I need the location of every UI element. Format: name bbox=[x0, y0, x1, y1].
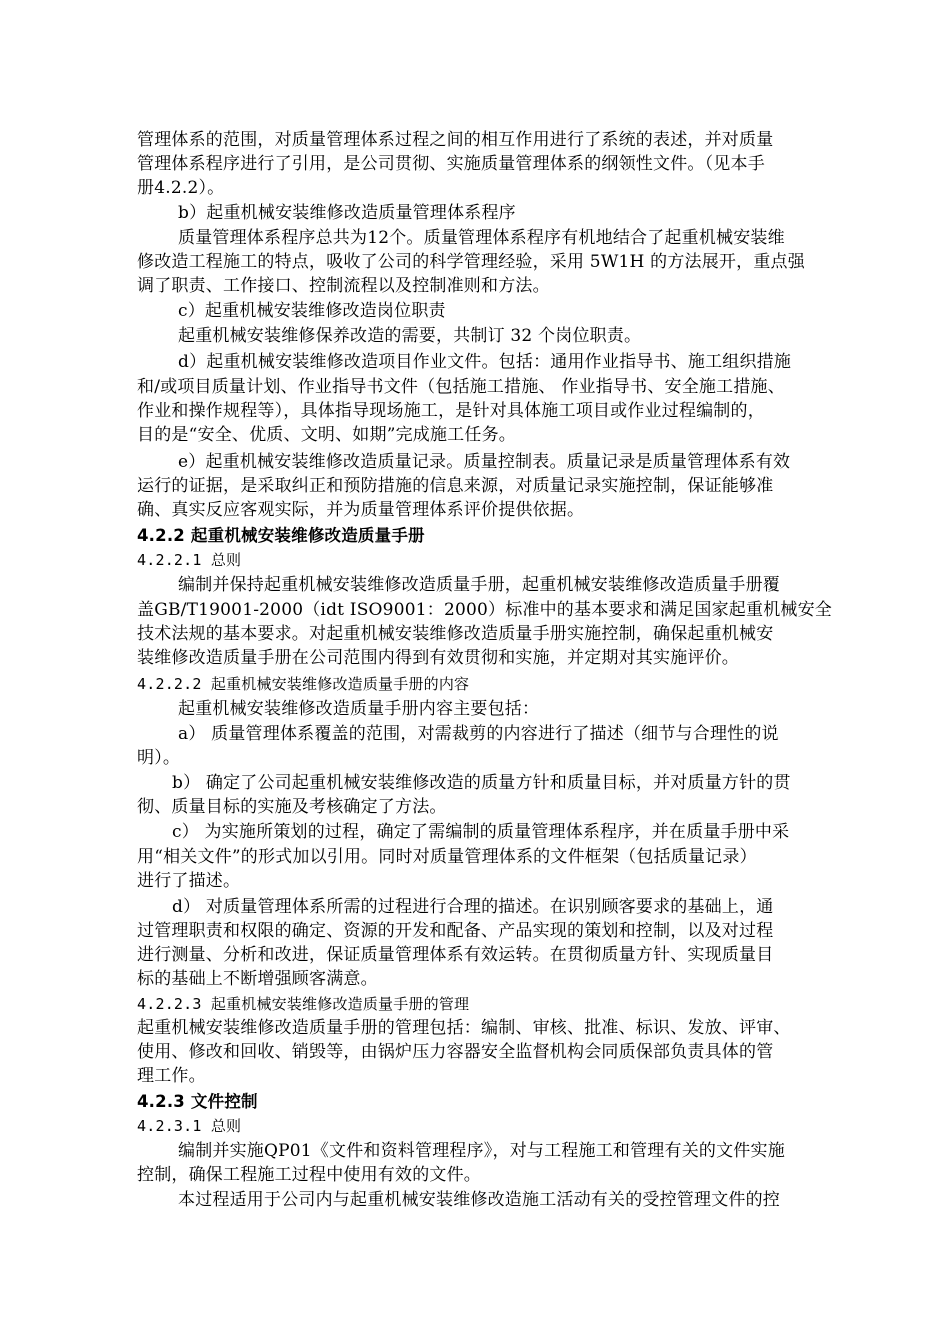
item-heading-c: c）起重机械安装维修改造岗位职责 bbox=[178, 301, 446, 321]
body-text-line: 进行了描述。 bbox=[137, 871, 241, 891]
list-item-a: a） 质量管理体系覆盖的范围，对需裁剪的内容进行了描述（细节与合理性的说 bbox=[178, 724, 779, 744]
body-text-line: 使用、修改和回收、销毁等，由锅炉压力容器安全监督机构会同质保部负责具体的管 bbox=[137, 1042, 774, 1062]
body-text-line: 编制并实施QP01《文件和资料管理程序》，对与工程施工和管理有关的文件实施 bbox=[178, 1141, 785, 1161]
body-text-line: 目的是“安全、优质、文明、如期”完成施工任务。 bbox=[137, 425, 516, 445]
body-text-line: 起重机械安装维修改造质量手册内容主要包括： bbox=[178, 699, 540, 719]
body-text-line: 控制，确保工程施工过程中使用有效的文件。 bbox=[137, 1165, 481, 1185]
body-text-line: 本过程适用于公司内与起重机械安装维修改造施工活动有关的受控管理文件的控 bbox=[178, 1190, 780, 1210]
body-text-line: 运行的证据，是采取纠正和预防措施的信息来源，对质量记录实施控制，保证能够准 bbox=[137, 476, 774, 496]
body-text-line: 确、真实反应客观实际，并为质量管理体系评价提供依据。 bbox=[137, 500, 585, 520]
body-text-line: 起重机械安装维修改造质量手册的管理包括：编制、审核、批准、标识、发放、评审、 bbox=[137, 1018, 791, 1038]
body-text-line: 明）。 bbox=[137, 748, 181, 768]
body-text-line: 标的基础上不断增强顾客满意。 bbox=[137, 969, 378, 989]
list-item-b: b） 确定了公司起重机械安装维修改造的质量方针和质量目标，并对质量方针的贯 bbox=[172, 773, 791, 793]
subsection-heading-4-2-3-1: 4.2.3.1 总则 bbox=[137, 1117, 242, 1135]
subsection-heading-4-2-2-2: 4.2.2.2 起重机械安装维修改造质量手册的内容 bbox=[137, 675, 470, 693]
body-text-line: 修改造工程施工的特点，吸收了公司的科学管理经验，采用 5W1H 的方法展开，重点强 bbox=[137, 252, 805, 272]
list-item-d: d） 对质量管理体系所需的过程进行合理的描述。在识别顾客要求的基础上，通 bbox=[172, 897, 774, 917]
body-text-line: 彻、质量目标的实施及考核确定了方法。 bbox=[137, 797, 447, 817]
section-heading-4-2-3: 4.2.3 文件控制 bbox=[137, 1092, 258, 1111]
body-text-line: 装维修改造质量手册在公司范围内得到有效贯彻和实施，并定期对其实施评价。 bbox=[137, 648, 739, 668]
body-text-line: 册4.2.2）。 bbox=[137, 178, 225, 198]
body-text-line: 质量管理体系程序总共为12个。质量管理体系程序有机地结合了起重机械安装维 bbox=[178, 228, 785, 248]
subsection-heading-4-2-2-3: 4.2.2.3 起重机械安装维修改造质量手册的管理 bbox=[137, 995, 470, 1013]
item-heading-b: b）起重机械安装维修改造质量管理体系程序 bbox=[178, 203, 516, 223]
list-item-c: c） 为实施所策划的过程，确定了需编制的质量管理体系程序，并在质量手册中采 bbox=[172, 822, 790, 842]
item-heading-e: e）起重机械安装维修改造质量记录。质量控制表。质量记录是质量管理体系有效 bbox=[178, 452, 791, 472]
body-text-line: 编制并保持起重机械安装维修改造质量手册，起重机械安装维修改造质量手册覆 bbox=[178, 575, 780, 595]
body-text-line: 用“相关文件”的形式加以引用。同时对质量管理体系的文件框架（包括质量记录） bbox=[137, 847, 757, 867]
body-text-line: 进行测量、分析和改进，保证质量管理体系有效运转。在贯彻质量方针、实现质量目 bbox=[137, 945, 774, 965]
body-text-line: 作业和操作规程等），具体指导现场施工，是针对具体施工项目或作业过程编制的， bbox=[137, 401, 765, 421]
section-heading-4-2-2: 4.2.2 起重机械安装维修改造质量手册 bbox=[137, 526, 425, 545]
body-text-line: 理工作。 bbox=[137, 1066, 206, 1086]
body-text-line: 起重机械安装维修保养改造的需要，共制订 32 个岗位职责。 bbox=[178, 326, 642, 346]
body-text-line: 调了职责、工作接口、控制流程以及控制准则和方法。 bbox=[137, 276, 550, 296]
body-text-line: 和/或项目质量计划、作业指导书文件（包括施工措施、 作业指导书、安全施工措施、 bbox=[137, 377, 785, 397]
body-text-line: 管理体系的范围，对质量管理体系过程之间的相互作用进行了系统的表述，并对质量 bbox=[137, 130, 774, 150]
item-heading-d: d）起重机械安装维修改造项目作业文件。包括：通用作业指导书、施工组织措施 bbox=[178, 352, 792, 372]
body-text-line: 技术法规的基本要求。对起重机械安装维修改造质量手册实施控制，确保起重机械安 bbox=[137, 624, 774, 644]
subsection-heading-4-2-2-1: 4.2.2.1 总则 bbox=[137, 551, 242, 569]
body-text-line: 过管理职责和权限的确定、资源的开发和配备、产品实现的策划和控制，以及对过程 bbox=[137, 921, 774, 941]
body-text-line: 管理体系程序进行了引用，是公司贯彻、实施质量管理体系的纲领性文件。（见本手 bbox=[137, 154, 765, 174]
body-text-line: 盖GB/T19001-2000（idt ISO9001：2000）标准中的基本要求和满足国家起重机械安全 bbox=[137, 600, 833, 620]
